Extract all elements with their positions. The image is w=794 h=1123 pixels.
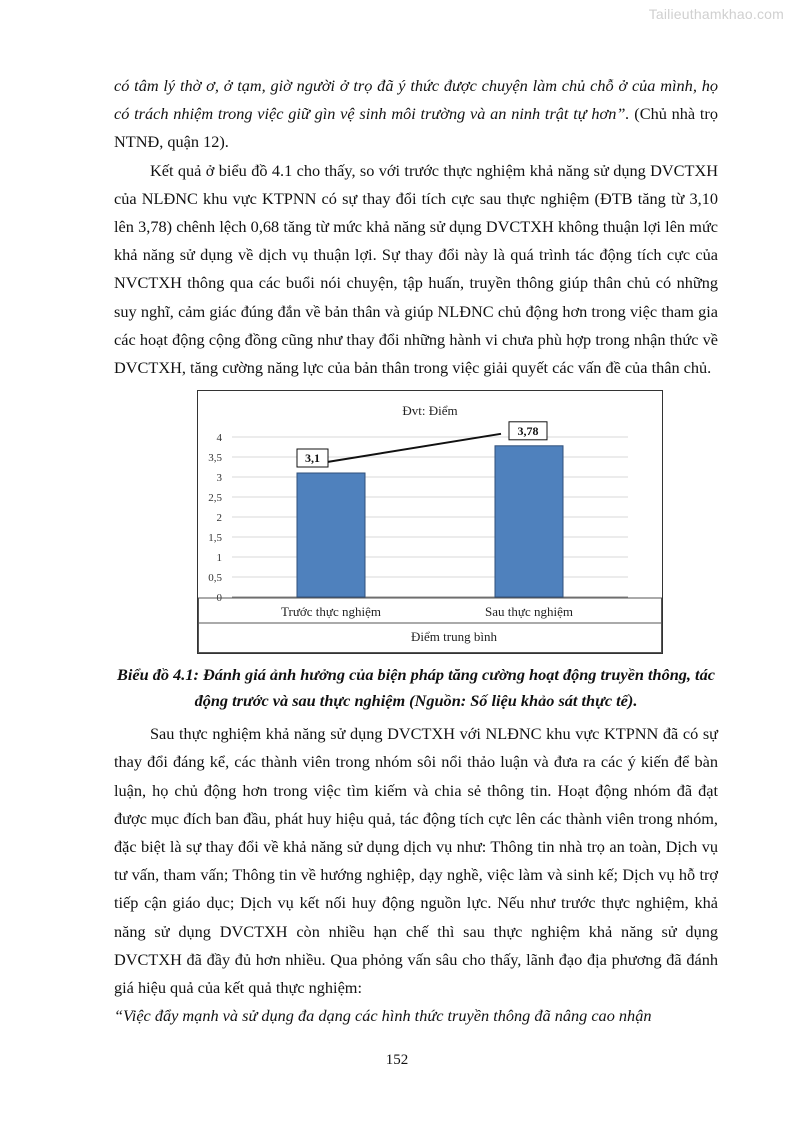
data-label: 3,78 <box>517 424 539 439</box>
y-tick-label: 3,5 <box>208 452 222 465</box>
y-tick-label: 1,5 <box>208 532 222 545</box>
page-number: 152 <box>385 1052 409 1068</box>
y-tick-label: 1 <box>216 552 222 565</box>
paragraph-post-experiment: Sau thực nghiệm khả năng sử dụng DVCTXH với NLĐNC khu vực KTPNN đã có sự thay đổi đáng kể, các thành viên trong nhóm sôi nổi thảo luận và đưa ra các ý kiến để bàn luận, họ chủ động hơn trong việc tìm kiếm và chia sẻ thông tin. Hoạt động nhóm đã đạt được mục đích ban đầu, phát huy hiệu quả, tác động tích cực lên các thành viên trong nhóm, đặc biệt là sự thay đổi về khả năng sử dụng dịch vụ như: Thông tin nhà trọ an toàn, Dịch vụ tư vấn, tham vấn; Thông tin về hướng nghiệp, dạy nghề, việc làm và sinh kế; Dịch vụ hỗ trợ tiếp cận giáo dục; Dịch vụ kết nối huy động nguồn lực. Nếu như trước thực nghiệm, khả năng sử dụng DVCTXH còn nhiều hạn chế thì sau thực nghiệm khả năng sử dụng DVCTXH đã đầy đủ hơn nhiều. Qua phỏng vấn sâu cho thấy, lãnh đạo địa phương đã đánh giá hiệu quả của kết quả thực nghiệm: <box>114 724 718 998</box>
x-axis-title: Điểm trung bình <box>411 629 497 645</box>
chart-caption: Biểu đồ 4.1: Đánh giá ảnh hưởng của biện pháp tăng cường hoạt động truyền thông, tác động trước và sau thực nghiệm (Nguồn: Số liệu khảo sát thực tế). <box>117 665 715 711</box>
y-tick-label: 0,5 <box>208 572 222 585</box>
paragraph-quote-continuation <box>114 72 718 157</box>
quote-source: (Chủ nhà trọ NTNĐ, quận 12). <box>114 104 718 152</box>
chart-4-1 <box>197 390 663 654</box>
document-body <box>114 72 718 1030</box>
paragraph-leader-quote: “Việc đẩy mạnh và sử dụng đa dạng các hình thức truyền thông đã nâng cao nhận <box>114 1006 652 1026</box>
category-table <box>199 598 662 653</box>
bar-chart <box>198 391 662 653</box>
x-tick-label: Trước thực nghiệm <box>281 604 381 620</box>
watermark: Tailieuthamkhao.com <box>648 6 784 22</box>
chart-title: Đvt: Điểm <box>402 403 458 419</box>
y-tick-label: 2,5 <box>208 492 222 505</box>
bar-1 <box>297 473 365 597</box>
y-tick-label: 3 <box>216 472 222 485</box>
connector-line <box>321 434 501 463</box>
x-tick-label: Sau thực nghiệm <box>485 604 573 620</box>
y-tick-label: 0 <box>216 592 222 605</box>
bar-2 <box>495 446 563 597</box>
y-tick-label: 4 <box>216 432 222 445</box>
y-tick-label: 2 <box>216 512 222 525</box>
paragraph-chart-analysis: Kết quả ở biểu đồ 4.1 cho thấy, so với trước thực nghiệm khả năng sử dụng DVCTXH của NLĐNC khu vực KTPNN có sự thay đổi tích cực sau thực nghiệm (ĐTB tăng từ 3,10 lên 3,78) chênh lệch 0,68 tăng từ mức khả năng sử dụng DVCTXH không thuận lợi lên mức khả năng sử dụng về dịch vụ thuận lợi. Sự thay đổi này là quá trình tác động tích cực của NVCTXH thông qua các buổi nói chuyện, tập huấn, truyền thông giúp thân chủ có những suy nghĩ, cảm giác đúng đắn về bản thân và giúp NLĐNC chủ động hơn trong việc tham gia các hoạt động cộng đồng cũng như thay đổi những hành vi chưa phù hợp trong nhận thức về DVCTXH, tăng cường năng lực của bản thân trong việc giải quyết các vấn đề của thân chủ. <box>114 160 718 378</box>
interview-quote: có tâm lý thờ ơ, ở tạm, giờ người ở trọ đã ý thức được chuyện làm chủ chỗ ở của mình, họ có trách nhiệm trong việc giữ gìn vệ sinh môi trường và an ninh trật tự hơn”. <box>114 76 718 124</box>
data-label: 3,1 <box>305 451 320 466</box>
